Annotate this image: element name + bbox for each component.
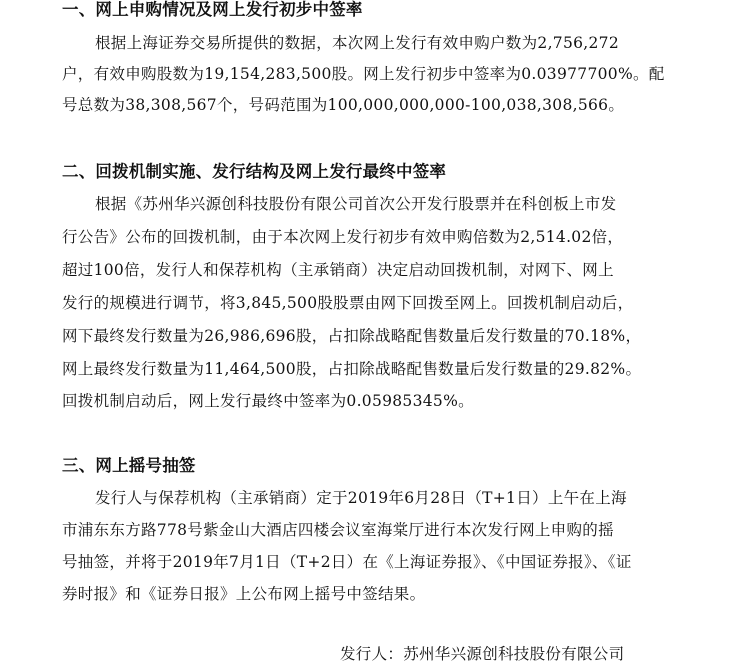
paragraph-line: 超过100倍，发行人和保荐机构（主承销商）决定启动回拨机制，对网下、网上 [62,261,614,279]
paragraph-line: 根据《苏州华兴源创科技股份有限公司首次公开发行股票并在科创板上市发 [95,195,617,213]
paragraph-line: 号抽签，并将于2019年7月1日（T+2日）在《上海证券报》、《中国证券报》、《证 [62,553,632,571]
paragraph-line: 市浦东东方路778号紫金山大酒店四楼会议室海棠厅进行本次发行网上申购的摇 [62,521,614,539]
section-heading-1: 一、网上申购情况及网上发行初步中签率 [62,0,363,19]
paragraph-line: 根据上海证券交易所提供的数据，本次网上发行有效申购户数为2,756,272 [95,34,619,52]
paragraph-line: 发行人与保荐机构（主承销商）定于2019年6月28日（T+1日）上午在上海 [95,489,627,507]
paragraph-line: 行公告》公布的回拨机制，由于本次网上发行初步有效申购倍数为2,514.02倍， [62,228,624,246]
paragraph-line: 号总数为38,308,567个，号码范围为100,000,000,000-100,038,308,566。 [62,96,625,114]
paragraph-line: 券时报》和《证券日报》上公布网上摇号中签结果。 [62,585,426,603]
section-heading-2: 二、回拨机制实施、发行结构及网上发行最终中签率 [62,162,447,181]
paragraph-line: 户，有效申购股数为19,154,283,500股。网上发行初步中签率为0.03977700%。配 [62,65,665,83]
paragraph-line: 回拨机制启动后，网上发行最终中签率为0.05985345%。 [62,392,474,410]
issuer-signature: 发行人：苏州华兴源创科技股份有限公司 [340,645,625,663]
paragraph-line: 网上最终发行数量为11,464,500股，占扣除战略配售数量后发行数量的29.82%。 [62,360,642,378]
paragraph-line: 网下最终发行数量为26,986,696股，占扣除战略配售数量后发行数量的70.18%， [62,327,642,345]
section-heading-3: 三、网上摇号抽签 [62,456,196,475]
paragraph-line: 发行的规模进行调节，将3,845,500股股票由网下回拨至网上。回拨机制启动后， [62,294,634,312]
